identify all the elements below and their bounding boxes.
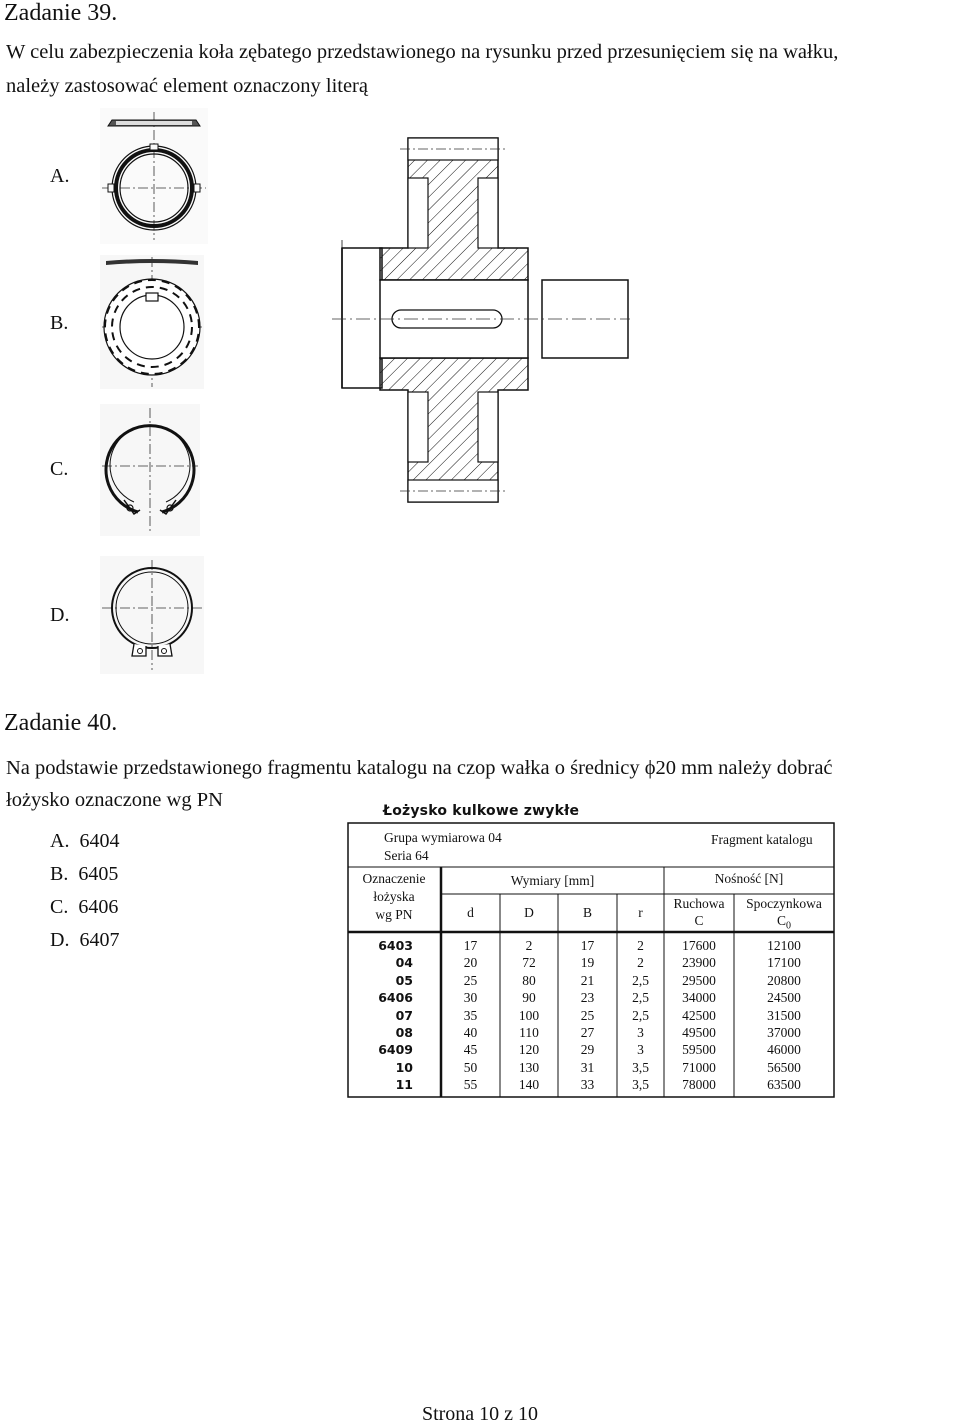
table-row — [347, 938, 835, 955]
cell-designation: 6406 — [378, 990, 413, 1006]
task40-option-a[interactable] — [50, 830, 119, 853]
task39-option-b-label[interactable]: B. — [50, 312, 69, 334]
option-value: 6407 — [79, 929, 120, 951]
cell-B: 31 — [580, 1059, 595, 1075]
cell-D: 2 — [525, 938, 533, 953]
cell-designation: 07 — [395, 1007, 413, 1023]
col-static-header — [734, 895, 834, 935]
col-dynamic-label: Ruchowa — [673, 896, 725, 911]
cell-d: 50 — [463, 1059, 478, 1075]
toothed-lock-washer-icon[interactable] — [100, 255, 204, 389]
cell-dynamic-load: 29500 — [682, 972, 716, 988]
load-header: Nośność [N] — [714, 871, 784, 886]
cell-B: 27 — [580, 1025, 595, 1040]
cell-B: 29 — [580, 1042, 595, 1058]
page-footer: Strona 10 z 10 — [421, 1403, 539, 1425]
cell-dynamic-load: 42500 — [682, 1007, 716, 1023]
cell-D: 72 — [522, 955, 536, 971]
catalog-fragment: Fragment katalogu — [711, 832, 813, 847]
cell-designation: 6409 — [378, 1042, 413, 1058]
cell-r: 3 — [637, 1042, 644, 1058]
cell-designation: 6403 — [378, 938, 413, 953]
task39-question-line2: należy zastosować element oznaczony literą — [6, 75, 368, 97]
cell-designation: 05 — [395, 972, 413, 988]
cell-static-load: 12100 — [767, 938, 801, 953]
option-letter: B. — [50, 863, 69, 885]
table-row — [347, 1077, 835, 1094]
cell-D: 140 — [518, 1077, 540, 1093]
internal-circlip-icon[interactable] — [100, 404, 200, 536]
table-row — [347, 990, 835, 1007]
col-d-header: d — [467, 905, 474, 920]
option-letter: A. — [50, 830, 70, 852]
cell-d: 45 — [463, 1042, 478, 1058]
table-row — [347, 1025, 835, 1042]
task40-option-c[interactable] — [50, 896, 118, 919]
col-designation-line: łożyska — [373, 889, 415, 904]
col-D-header: D — [524, 905, 534, 920]
cell-r: 3 — [637, 1025, 644, 1040]
cell-static-load: 56500 — [767, 1059, 801, 1075]
task40-question-line2: łożysko oznaczone wg PN — [6, 789, 223, 811]
cell-D: 100 — [518, 1007, 540, 1023]
cell-d: 30 — [463, 990, 478, 1006]
cell-static-load: 20800 — [767, 972, 801, 988]
cell-r: 2,5 — [632, 972, 649, 988]
cell-D: 80 — [522, 972, 536, 988]
cell-dynamic-load: 59500 — [682, 1042, 716, 1058]
task39-option-a-label[interactable]: A. — [50, 165, 70, 187]
catalog-series: Seria 64 — [384, 848, 429, 863]
cell-designation: 04 — [395, 955, 413, 971]
cell-dynamic-load: 23900 — [682, 955, 716, 971]
cell-d: 40 — [463, 1025, 478, 1040]
cell-r: 2,5 — [632, 990, 649, 1006]
cell-B: 33 — [580, 1077, 595, 1093]
cell-designation: 08 — [395, 1025, 413, 1040]
cell-r: 2 — [637, 938, 644, 953]
col-dynamic-symbol: C — [694, 913, 704, 928]
col-r-header: r — [638, 905, 643, 920]
cell-dynamic-load: 49500 — [682, 1025, 716, 1040]
cell-D: 120 — [518, 1042, 540, 1058]
col-static-subscript: 0 — [786, 920, 791, 932]
task40-option-d[interactable] — [50, 929, 119, 952]
task39-question-line1: W celu zabezpieczenia koła zębatego przedstawionego na rysunku przed przesunięciem się na wałku, — [6, 41, 839, 63]
table-row — [347, 1008, 835, 1025]
cell-r: 3,5 — [632, 1059, 649, 1075]
cell-d: 17 — [463, 938, 478, 953]
table-row — [347, 1060, 835, 1077]
task40-option-b[interactable] — [50, 863, 118, 886]
ring-with-tabs-icon[interactable] — [100, 108, 208, 244]
cell-static-load: 17100 — [767, 955, 801, 971]
cell-d: 20 — [463, 955, 478, 971]
cell-r: 2,5 — [632, 1007, 649, 1023]
cell-D: 130 — [518, 1059, 540, 1075]
option-letter: C. — [50, 896, 69, 918]
dims-header: Wymiary [mm] — [510, 873, 595, 888]
option-value: 6406 — [78, 896, 119, 918]
cell-static-load: 46000 — [767, 1042, 801, 1058]
cell-designation: 10 — [395, 1059, 413, 1075]
gear-on-shaft-section-drawing — [330, 130, 630, 510]
cell-dynamic-load: 71000 — [682, 1059, 716, 1075]
cell-dynamic-load: 17600 — [682, 938, 716, 953]
cell-B: 17 — [580, 938, 595, 953]
catalog-table — [347, 822, 835, 1098]
cell-D: 110 — [519, 1025, 539, 1040]
task39-option-d-label[interactable]: D. — [50, 604, 70, 626]
cell-r: 3,5 — [632, 1077, 649, 1093]
cell-B: 19 — [580, 955, 595, 971]
cell-B: 23 — [580, 990, 595, 1006]
cell-dynamic-load: 78000 — [682, 1077, 716, 1093]
cell-designation: 11 — [395, 1077, 413, 1093]
cell-static-load: 37000 — [767, 1025, 801, 1040]
cell-static-load: 24500 — [767, 990, 801, 1006]
option-letter: D. — [50, 929, 70, 951]
cell-dynamic-load: 34000 — [682, 990, 716, 1006]
col-designation-header — [347, 870, 441, 924]
catalog-title: Łożysko kulkowe zwykłe — [383, 803, 580, 819]
task40-question-line1: Na podstawie przedstawionego fragmentu katalogu na czop wałka o średnicy ϕ20 mm należy dobrać — [6, 757, 833, 779]
table-row — [347, 1042, 835, 1059]
col-static-label: Spoczynkowa — [746, 896, 822, 911]
table-row — [347, 973, 835, 990]
cell-D: 90 — [522, 990, 536, 1006]
col-static-symbol: C — [776, 913, 786, 928]
col-B-header: B — [582, 905, 592, 920]
col-designation-line: wg PN — [375, 907, 413, 922]
cell-r: 2 — [637, 955, 644, 971]
col-dynamic-header — [664, 895, 734, 929]
col-designation-line: Oznaczenie — [362, 871, 426, 886]
cell-d: 55 — [463, 1077, 478, 1093]
cell-B: 25 — [580, 1007, 595, 1023]
cell-B: 21 — [580, 972, 595, 988]
option-value: 6404 — [79, 830, 120, 852]
option-value: 6405 — [78, 863, 119, 885]
cell-d: 35 — [463, 1007, 478, 1023]
task39-option-c-label[interactable]: C. — [50, 458, 69, 480]
cell-d: 25 — [463, 972, 478, 988]
cell-static-load: 63500 — [767, 1077, 801, 1093]
task40-heading: Zadanie 40. — [4, 710, 118, 736]
cell-static-load: 31500 — [767, 1007, 801, 1023]
task39-heading: Zadanie 39. — [4, 0, 118, 26]
table-row — [347, 955, 835, 972]
catalog-group: Grupa wymiarowa 04 — [384, 830, 502, 845]
external-circlip-icon[interactable] — [100, 556, 204, 674]
